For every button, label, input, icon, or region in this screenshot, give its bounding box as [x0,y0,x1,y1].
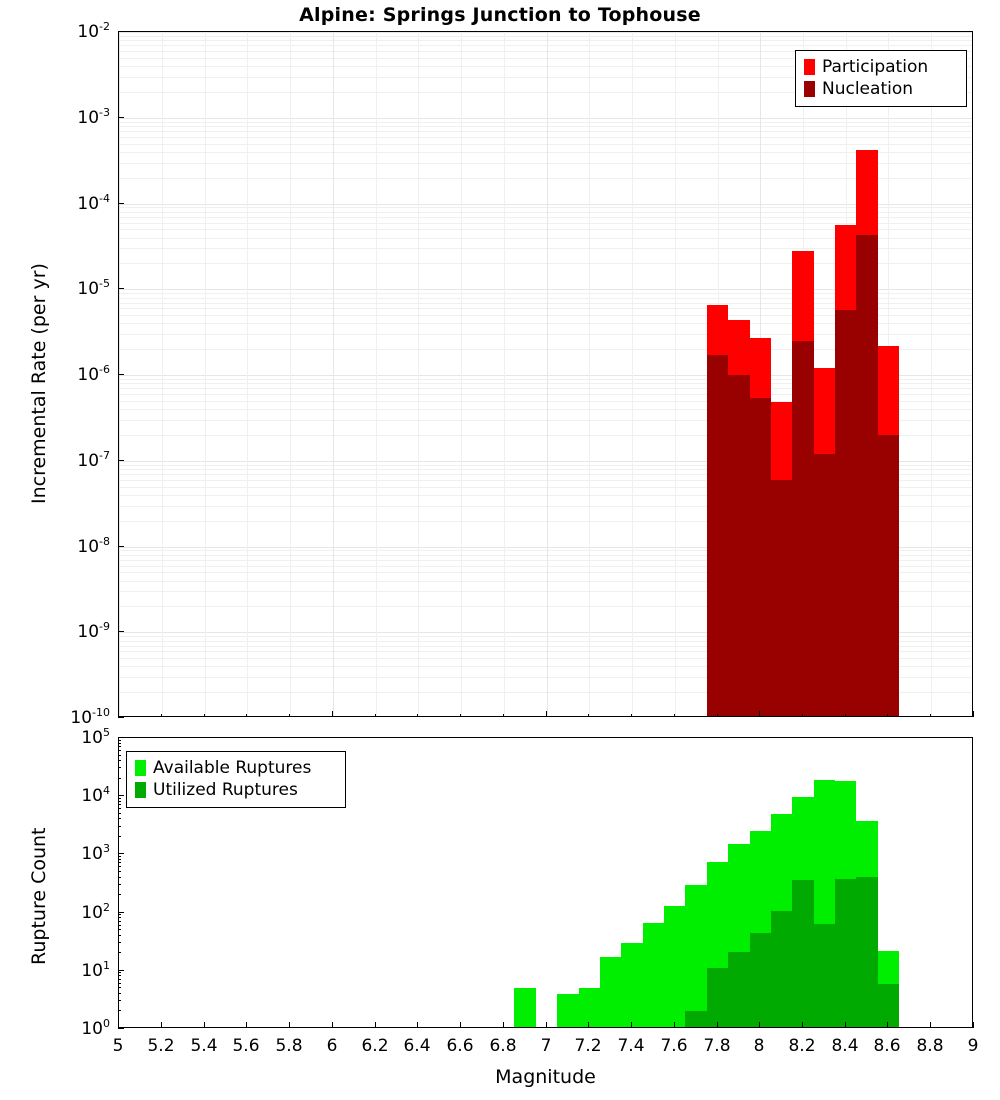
bottom-y-minor-tick [118,818,121,819]
x-tick [460,1022,461,1028]
bottom-y-minor-tick [118,877,121,878]
bottom-y-tick-label: $10^0$ [81,1017,110,1039]
top-y-tick [118,374,124,375]
bottom-y-minor-tick [118,813,121,814]
bar-nucleation [728,375,749,716]
legend-swatch-available [135,760,146,776]
top-legend [795,50,967,107]
top-x-tick [332,711,333,717]
top-x-tick [631,714,632,717]
bar-available-ruptures [643,923,664,1027]
bottom-y-minor-tick [118,871,121,872]
bar-utilized-ruptures [878,984,899,1027]
top-x-tick [674,714,675,717]
bar-utilized-ruptures [814,924,835,1027]
x-tick [289,1022,290,1028]
x-tick [930,1022,931,1028]
bottom-y-minor-tick [118,993,121,994]
bottom-y-minor-tick [118,760,121,761]
x-tick [717,1022,718,1028]
top-x-tick [161,714,162,717]
x-tick [375,1022,376,1028]
bar-nucleation [878,435,899,716]
x-tick-label: 8.8 [916,1036,944,1056]
x-tick [546,1022,547,1028]
top-y-tick [118,203,124,204]
top-x-tick [289,714,290,717]
top-y-tick [118,117,124,118]
bar-nucleation [792,341,813,716]
bar-available-ruptures [579,988,600,1027]
x-tick [204,1022,205,1028]
bar-available-ruptures [557,994,578,1027]
bottom-y-minor-tick [118,942,121,943]
bottom-y-minor-tick [118,862,121,863]
legend-label-available-ruptures: Available Ruptures [153,758,312,778]
bottom-y-minor-tick [118,1000,121,1001]
bottom-y-minor-tick [118,746,121,747]
x-tick-label: 7.6 [660,1036,688,1056]
bar-utilized-ruptures [728,952,749,1027]
bottom-y-tick [118,1028,124,1029]
bar-available-ruptures [621,943,642,1027]
bottom-y-minor-tick [118,826,121,827]
bottom-y-minor-tick [118,972,121,973]
x-tick [503,1022,504,1028]
bottom-y-minor-tick [118,929,121,930]
page-title: Alpine: Springs Junction to Tophouse [299,4,701,26]
bar-utilized-ruptures [856,877,877,1027]
bottom-y-minor-tick [118,983,121,984]
legend-item-utilized-ruptures [135,779,337,801]
bottom-y-minor-tick [118,884,121,885]
legend-swatch-participation [804,59,815,75]
x-tick-label: 6.4 [403,1036,431,1056]
bottom-y-minor-tick [118,921,121,922]
top-y-tick-label: $10^{-8}$ [77,535,110,557]
top-y-tick-label: $10^{-6}$ [77,363,110,385]
legend-label-nucleation: Nucleation [822,79,914,99]
bottom-y-minor-tick [118,836,121,837]
top-x-tick [375,714,376,717]
bar-nucleation [771,480,792,716]
bottom-y-axis-title: Rupture Count [28,827,50,965]
bar-nucleation [814,454,835,716]
bottom-y-tick-label: $10^5$ [81,726,110,748]
bottom-y-minor-tick [118,979,121,980]
top-y-tick [118,31,124,32]
bottom-y-tick-label: $10^1$ [81,959,110,981]
incremental-rate-chart [118,31,973,717]
top-y-tick [118,717,124,718]
x-tick [118,1022,119,1028]
bar-utilized-ruptures [835,879,856,1027]
x-tick-label: 6.6 [446,1036,474,1056]
top-x-tick [930,714,931,717]
top-y-tick-label: $10^{-2}$ [77,20,110,42]
legend-label-utilized-ruptures: Utilized Ruptures [153,780,298,800]
legend-item-nucleation [804,78,958,100]
bottom-y-tick [118,795,124,796]
top-x-tick [845,714,846,717]
bottom-y-minor-tick [118,987,121,988]
top-x-tick [588,714,589,717]
legend-label-participation: Participation [822,57,929,77]
x-tick [332,1022,333,1028]
top-x-tick [204,714,205,717]
x-tick-label: 9 [967,1036,979,1056]
bottom-y-tick [118,853,124,854]
top-y-tick [118,288,124,289]
top-x-tick [759,711,760,717]
x-tick [246,1022,247,1028]
top-y-tick-label: $10^{-5}$ [77,277,110,299]
top-y-tick [118,631,124,632]
bar-utilized-ruptures [707,968,728,1027]
bottom-y-minor-tick [118,866,121,867]
x-tick [759,1022,760,1028]
top-x-tick [802,714,803,717]
bottom-y-tick-label: $10^2$ [81,901,110,923]
top-y-tick-label: $10^{-4}$ [77,192,110,214]
x-tick [973,1022,974,1028]
bottom-y-minor-tick [118,975,121,976]
bottom-y-minor-tick [118,743,121,744]
x-tick [845,1022,846,1028]
bottom-y-minor-tick [118,952,121,953]
top-y-tick [118,460,124,461]
bar-utilized-ruptures [685,1011,706,1027]
x-tick-label: 8.2 [788,1036,816,1056]
top-plot-area [119,32,972,716]
legend-swatch-utilized [135,782,146,798]
x-tick-label: 7.4 [617,1036,645,1056]
legend-item-participation [804,56,958,78]
x-tick [674,1022,675,1028]
x-tick-label: 6 [326,1036,338,1056]
x-tick-label: 5 [112,1036,124,1056]
bottom-y-minor-tick [118,808,121,809]
bar-available-ruptures [600,957,621,1027]
bottom-y-minor-tick [118,914,121,915]
bottom-y-tick [118,970,124,971]
bottom-y-minor-tick [118,798,121,799]
bottom-y-minor-tick [118,750,121,751]
top-x-tick [503,714,504,717]
bottom-y-tick-label: $10^4$ [81,784,110,806]
bar-nucleation [856,235,877,716]
top-y-tick [118,546,124,547]
bar-available-ruptures [664,906,685,1027]
bottom-y-minor-tick [118,778,121,779]
x-tick-label: 6.8 [489,1036,517,1056]
bar-utilized-ruptures [750,933,771,1027]
x-axis-title: Magnitude [495,1066,596,1088]
bottom-y-minor-tick [118,894,121,895]
top-x-tick [118,711,119,717]
x-tick [417,1022,418,1028]
bar-utilized-ruptures [771,911,792,1027]
bottom-y-tick [118,912,124,913]
top-y-tick-label: $10^{-9}$ [77,620,110,642]
bar-available-ruptures [685,885,706,1027]
x-tick-label: 8.6 [873,1036,901,1056]
x-tick-label: 8 [753,1036,765,1056]
x-tick-label: 5.8 [275,1036,303,1056]
bar-utilized-ruptures [792,880,813,1027]
top-y-axis-title: Incremental Rate (per yr) [28,263,50,504]
x-tick-label: 8.4 [831,1036,859,1056]
x-tick [588,1022,589,1028]
bottom-y-minor-tick [118,917,121,918]
bottom-y-minor-tick [118,1010,121,1011]
bottom-y-minor-tick [118,935,121,936]
x-tick-label: 7 [540,1036,552,1056]
x-tick [887,1022,888,1028]
top-y-tick-label: $10^{-10}$ [70,706,110,728]
bottom-y-minor-tick [118,755,121,756]
x-tick-label: 5.6 [232,1036,260,1056]
top-x-tick [887,714,888,717]
x-tick-label: 5.2 [147,1036,175,1056]
top-y-tick-label: $10^{-7}$ [77,449,110,471]
bottom-y-minor-tick [118,767,121,768]
x-tick-label: 7.8 [703,1036,731,1056]
top-x-tick [546,711,547,717]
x-tick [802,1022,803,1028]
top-x-tick [973,711,974,717]
bottom-y-minor-tick [118,804,121,805]
bottom-y-minor-tick [118,801,121,802]
bottom-y-minor-tick [118,925,121,926]
x-tick-label: 6.2 [361,1036,389,1056]
bottom-legend [126,751,346,808]
top-x-tick [246,714,247,717]
bottom-y-minor-tick [118,856,121,857]
legend-item-available-ruptures [135,757,337,779]
top-x-tick [717,714,718,717]
x-tick-label: 5.4 [190,1036,218,1056]
top-x-tick [460,714,461,717]
bar-available-ruptures [514,988,535,1027]
bar-nucleation [750,398,771,716]
legend-swatch-nucleation [804,81,815,97]
bar-nucleation [835,310,856,716]
top-x-tick [417,714,418,717]
bottom-y-minor-tick [118,859,121,860]
bottom-y-tick [118,737,124,738]
bottom-y-minor-tick [118,740,121,741]
x-tick [161,1022,162,1028]
bottom-y-tick-label: $10^3$ [81,842,110,864]
bar-nucleation [707,355,728,716]
x-tick-label: 7.2 [574,1036,602,1056]
x-tick [631,1022,632,1028]
top-y-tick-label: $10^{-3}$ [77,106,110,128]
